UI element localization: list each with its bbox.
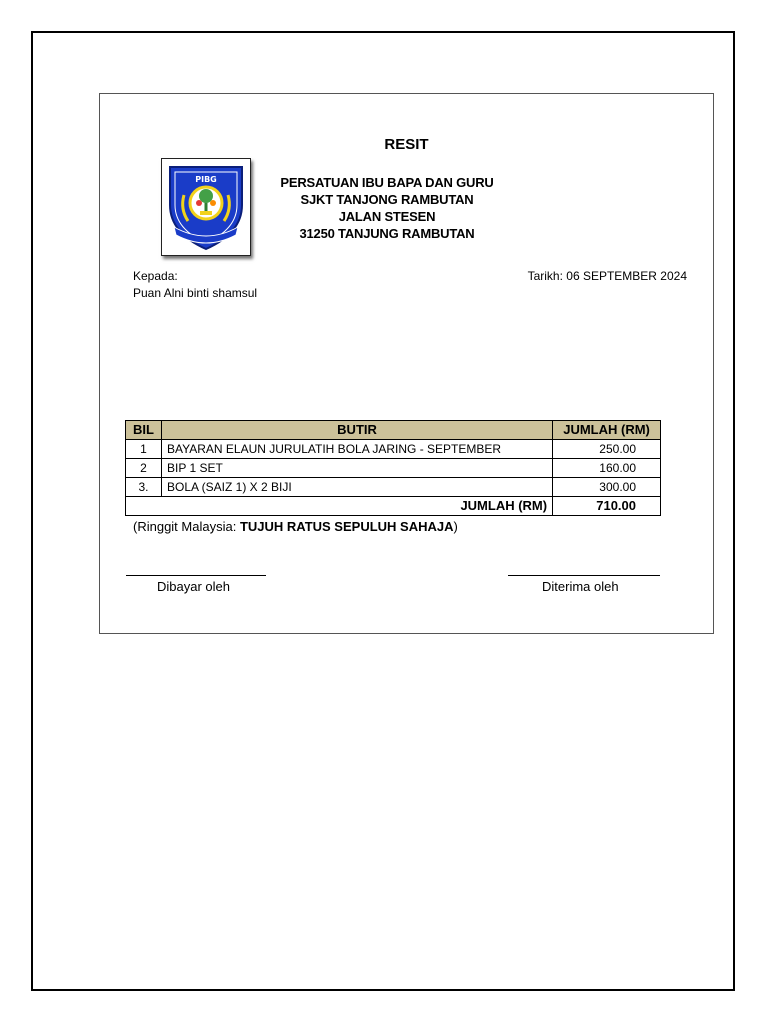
org-line: SJKT TANJONG RAMBUTAN (300, 192, 474, 207)
table-row (126, 459, 661, 478)
table-row (126, 478, 661, 497)
header-bil: BIL (126, 421, 162, 440)
receipt-title: RESIT (384, 136, 429, 153)
receipt (99, 93, 714, 634)
org-line: 31250 TANJUNG RAMBUTAN (299, 226, 475, 241)
logo-text: PIBG (195, 175, 217, 184)
shield-emblem-icon (162, 159, 250, 255)
amount-words: TUJUH RATUS SEPULUH SAHAJA (239, 519, 454, 534)
receipt-date: Tarikh: 06 SEPTEMBER 2024 (527, 269, 687, 283)
recipient-name: Puan Alni binti shamsul (133, 286, 258, 300)
row-bil: 2 (126, 459, 162, 478)
paid-by-signature-line (126, 575, 266, 576)
header-butir: BUTIR (161, 421, 552, 440)
amount-words-suffix: ) (453, 519, 458, 534)
row-butir: BIP 1 SET (161, 459, 552, 478)
total-row (126, 497, 661, 516)
row-butir: BAYARAN ELAUN JURULATIH BOLA JARING - SEPTEMBER (161, 440, 552, 459)
row-jumlah: 250.00 (553, 440, 661, 459)
organization-address (260, 174, 514, 242)
table-row (126, 440, 661, 459)
header-jumlah: JUMLAH (RM) (553, 421, 661, 440)
recipient-label: Kepada: (133, 269, 178, 283)
total-label: JUMLAH (RM) (126, 497, 553, 516)
org-line: JALAN STESEN (338, 209, 436, 224)
school-logo (161, 158, 251, 256)
paid-by-label: Dibayar oleh (157, 579, 230, 594)
org-line: PERSATUAN IBU BAPA DAN GURU (280, 175, 494, 190)
row-jumlah: 160.00 (553, 459, 661, 478)
received-by-signature-line (508, 575, 660, 576)
amount-words-prefix: (Ringgit Malaysia: (133, 519, 240, 534)
row-jumlah: 300.00 (553, 478, 661, 497)
table-header-row (126, 421, 661, 440)
amount-in-words (133, 519, 458, 534)
row-bil: 1 (126, 440, 162, 459)
received-by-label: Diterima oleh (542, 579, 619, 594)
items-table (125, 420, 661, 516)
total-value: 710.00 (553, 497, 661, 516)
row-bil: 3. (126, 478, 162, 497)
row-butir: BOLA (SAIZ 1) X 2 BIJI (161, 478, 552, 497)
